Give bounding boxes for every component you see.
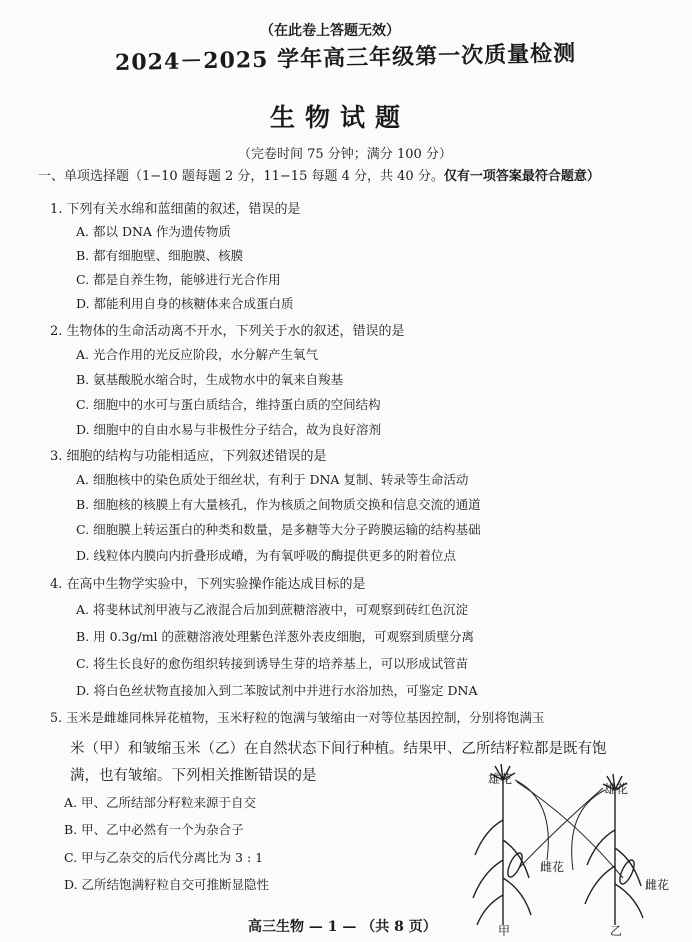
question-2-option-b: B. 氨基酸脱水缩合时，生成物水中的氧来自羧基 bbox=[76, 372, 344, 387]
corn-plant-jia bbox=[473, 764, 548, 925]
subject-title: 生物试题 bbox=[270, 103, 411, 132]
section-title: 一、单项选择题（1−10 题每题 2 分，11−15 每题 4 分，共 40 分。 bbox=[38, 169, 444, 184]
question-2-option-a: A. 光合作用的光反应阶段，水分解产生氧气 bbox=[76, 347, 318, 362]
time-info: （完卷时间 75 分钟；满分 100 分） bbox=[238, 147, 452, 162]
question-5-stem-line-3: 满，也有皱缩。下列相关推断错误的是 bbox=[70, 768, 317, 784]
question-5-option-d: D. 乙所结饱满籽粒自交可推断显隐性 bbox=[64, 877, 270, 892]
question-5-option-a: A. 甲、乙所结部分籽粒来源于自交 bbox=[64, 795, 256, 810]
question-5-stem-line-2: 米（甲）和皱缩玉米（乙）在自然状态下间行种植。结果甲、乙所结籽粒都是既有饱 bbox=[70, 741, 607, 757]
question-5-option-b: B. 甲、乙中必然有一个为杂合子 bbox=[64, 822, 244, 837]
question-1-stem: 1. 下列有关水绵和蓝细菌的叙述，错误的是 bbox=[50, 202, 301, 217]
question-4-stem: 4. 在高中生物学实验中，下列实验操作能达成目标的是 bbox=[50, 577, 366, 592]
question-4-option-c: C. 将生长良好的愈伤组织转接到诱导生芽的培养基上，可以形成试管苗 bbox=[76, 656, 469, 671]
question-2-option-c: C. 细胞中的水可与蛋白质结合，维持蛋白质的空间结构 bbox=[76, 397, 381, 412]
figure-label-male-yi: 雄花 bbox=[604, 782, 629, 796]
question-2-stem: 2. 生物体的生命活动离不开水，下列关于水的叙述，错误的是 bbox=[50, 324, 405, 339]
section-note: 仅有一项答案最符合题意） bbox=[443, 169, 600, 184]
question-3-stem: 3. 细胞的结构与功能相适应，下列叙述错误的是 bbox=[50, 449, 327, 464]
question-3-option-d: D. 线粒体内膜向内折叠形成嵴，为有氧呼吸的酶提供更多的附着位点 bbox=[76, 548, 457, 563]
figure-label-female-jia: 雌花 bbox=[540, 860, 565, 874]
figure-label-jia: 甲 bbox=[498, 924, 511, 938]
notice: （在此卷上答题无效） bbox=[260, 23, 400, 39]
page-footer: 高三生物 — 1 — （共 8 页） bbox=[248, 919, 437, 935]
question-3-option-b: B. 细胞核的核膜上有大量核孔，作为核质之间物质交换和信息交流的通道 bbox=[76, 497, 481, 512]
question-3-option-c: C. 细胞膜上转运蛋白的种类和数量，是多糖等大分子跨膜运输的结构基础 bbox=[76, 522, 481, 537]
question-1-option-d: D. 都能利用自身的核糖体来合成蛋白质 bbox=[76, 296, 294, 311]
question-4-option-d: D. 将白色丝状物直接加入到二苯胺试剂中并进行水浴加热，可鉴定 DNA bbox=[76, 683, 478, 698]
figure-label-yi: 乙 bbox=[610, 924, 623, 938]
question-2-option-d: D. 细胞中的自由水易与非极性分子结合，故为良好溶剂 bbox=[76, 422, 382, 437]
question-1-option-c: C. 都是自养生物，能够进行光合作用 bbox=[76, 272, 281, 287]
exam-title: 2024－2025 学年高三年级第一次质量检测 bbox=[114, 40, 577, 76]
figure-label-female-yi: 雌花 bbox=[645, 878, 670, 892]
question-5-option-c: C. 甲与乙杂交的后代分离比为 3 : 1 bbox=[64, 850, 264, 865]
question-3-option-a: A. 细胞核中的染色质处于细丝状，有利于 DNA 复制、转录等生命活动 bbox=[76, 472, 469, 487]
question-4-option-b: B. 用 0.3g/ml 的蔗糖溶液处理紫色洋葱外表皮细胞，可观察到质壁分离 bbox=[76, 629, 475, 644]
question-1-option-a: A. 都以 DNA 作为遗传物质 bbox=[76, 224, 231, 239]
figure-label-male-jia: 雄花 bbox=[488, 772, 513, 786]
section-heading bbox=[38, 165, 600, 184]
question-1-option-b: B. 都有细胞壁、细胞膜、核膜 bbox=[76, 248, 244, 263]
question-4-option-a: A. 将斐林试剂甲液与乙液混合后加到蔗糖溶液中，可观察到砖红色沉淀 bbox=[76, 602, 468, 617]
question-5-stem-line-1: 5. 玉米是雌雄同株异花植物，玉米籽粒的饱满与皱缩由一对等位基因控制，分别将饱满玉 bbox=[50, 710, 545, 725]
